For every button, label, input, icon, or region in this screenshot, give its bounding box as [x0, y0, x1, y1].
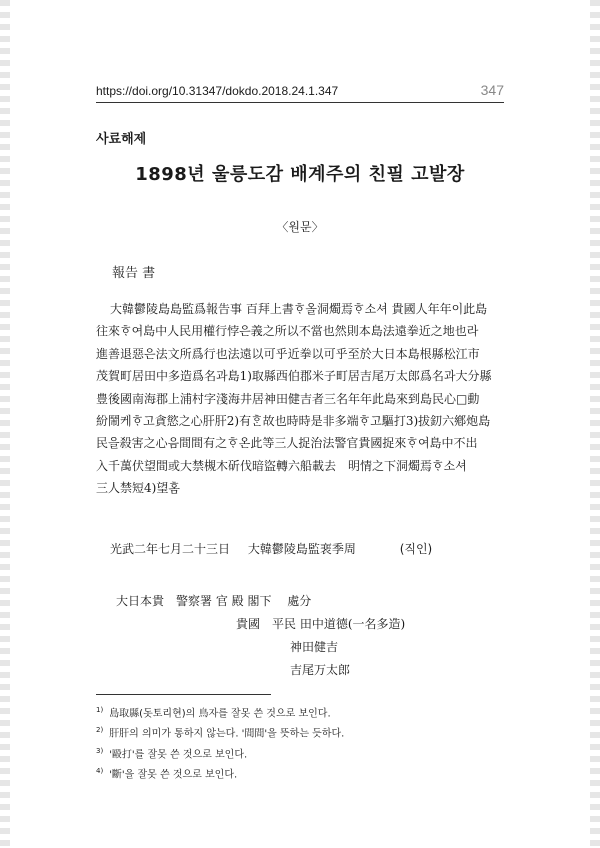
footnote-number: 4)	[96, 766, 104, 775]
recipient-line	[236, 615, 405, 632]
body-line: 往來ᄒᆞ여島中人民用權行悖은義之所以不當也然則本島法遠拳近之地也라	[96, 324, 479, 339]
recipient-prefix: 貴國 平民	[236, 617, 297, 631]
footnote-item	[96, 722, 344, 742]
body-line: 入千萬伏望間或大禁槻木斫伐暗盜轉六船載去 明情之下洞燭焉ᄒᆞ소셔	[96, 458, 467, 473]
footnotes	[96, 702, 344, 783]
body-line: 進善退惡은法文所爲行也法遠以可乎近拳以可乎至於大日本島根縣松江市	[96, 346, 480, 361]
date-line	[96, 540, 432, 557]
footnote-item	[96, 743, 344, 763]
accused-person: 吉尾万太郎	[290, 663, 351, 677]
footnote-text: 肝肝의 의미가 통하지 않는다. '間間'을 뜻하는 듯하다.	[109, 728, 345, 740]
original-text-heading: 〈원문〉	[276, 220, 324, 234]
footnote-number: 2)	[96, 726, 104, 735]
footnote-number: 1)	[96, 706, 104, 714]
reporting-office: 大韓鬱陵島監裵季周	[247, 542, 356, 556]
article-title: 1898년 울릉도감 배계주의 친필 고발장	[135, 164, 465, 185]
footnote-text: '毆打'를 잘못 쓴 것으로 보인다.	[109, 748, 248, 760]
footnote-number: 3)	[96, 746, 104, 755]
footnote-divider	[96, 694, 271, 695]
addressee-line: 大日本貴 警察署 官 殿 閣下 處分	[116, 594, 312, 608]
section-label: 사료해제	[96, 132, 147, 147]
footnote-text: 島取縣(돗토리현)의 鳥자를 잘못 쓴 것으로 보인다.	[109, 708, 331, 720]
body-line: 豊後國南海郡上浦村字淺海井居神田健吉者三名年年此島來到島民心□動	[96, 391, 480, 406]
official-seal-note: (직인)	[399, 542, 433, 556]
page-number: 347	[480, 82, 504, 98]
body-line: 大韓鬱陵島島監爲報告事 百拜上書ᄒᆞ올洞燭焉ᄒᆞ소셔 貴國人年年이此島	[110, 302, 488, 316]
footnote-item	[96, 702, 344, 722]
body-line: 茂賀町居田中多造爲名과島1)取縣西伯郡米子町居吉尾万太郎爲名과大分縣	[96, 369, 492, 384]
accused-person: 神田健吉	[290, 640, 339, 654]
body-line: 紛鬧케ᄒᆞ고貪慾之心肝肝2)有ᄒᆞᆫ故也時時是非多端ᄒᆞ고驅打3)拔釖六鄕炮島	[96, 414, 491, 429]
report-date: 光武二年七月二十三日	[110, 542, 231, 556]
accused-person: 田中道德(一名多造)	[299, 617, 406, 631]
running-header	[96, 72, 504, 103]
body-line: 三人禁短4)望홈	[96, 481, 180, 496]
footnote-text: '斷'을 잘못 쓴 것으로 보인다.	[109, 769, 238, 781]
report-heading: 報告 書	[112, 266, 156, 281]
body-line: 民을殺害之心음間間有之ᄒᆞ온此等三人捉治法警官貴國捉來ᄒᆞ여島中不出	[96, 436, 478, 451]
doi-link[interactable]: https://doi.org/10.31347/dokdo.2018.24.1.347	[96, 84, 339, 98]
original-text-body	[96, 298, 504, 500]
footnote-item	[96, 763, 344, 783]
page-edge-right	[590, 0, 600, 848]
page-edge-left	[0, 0, 10, 848]
